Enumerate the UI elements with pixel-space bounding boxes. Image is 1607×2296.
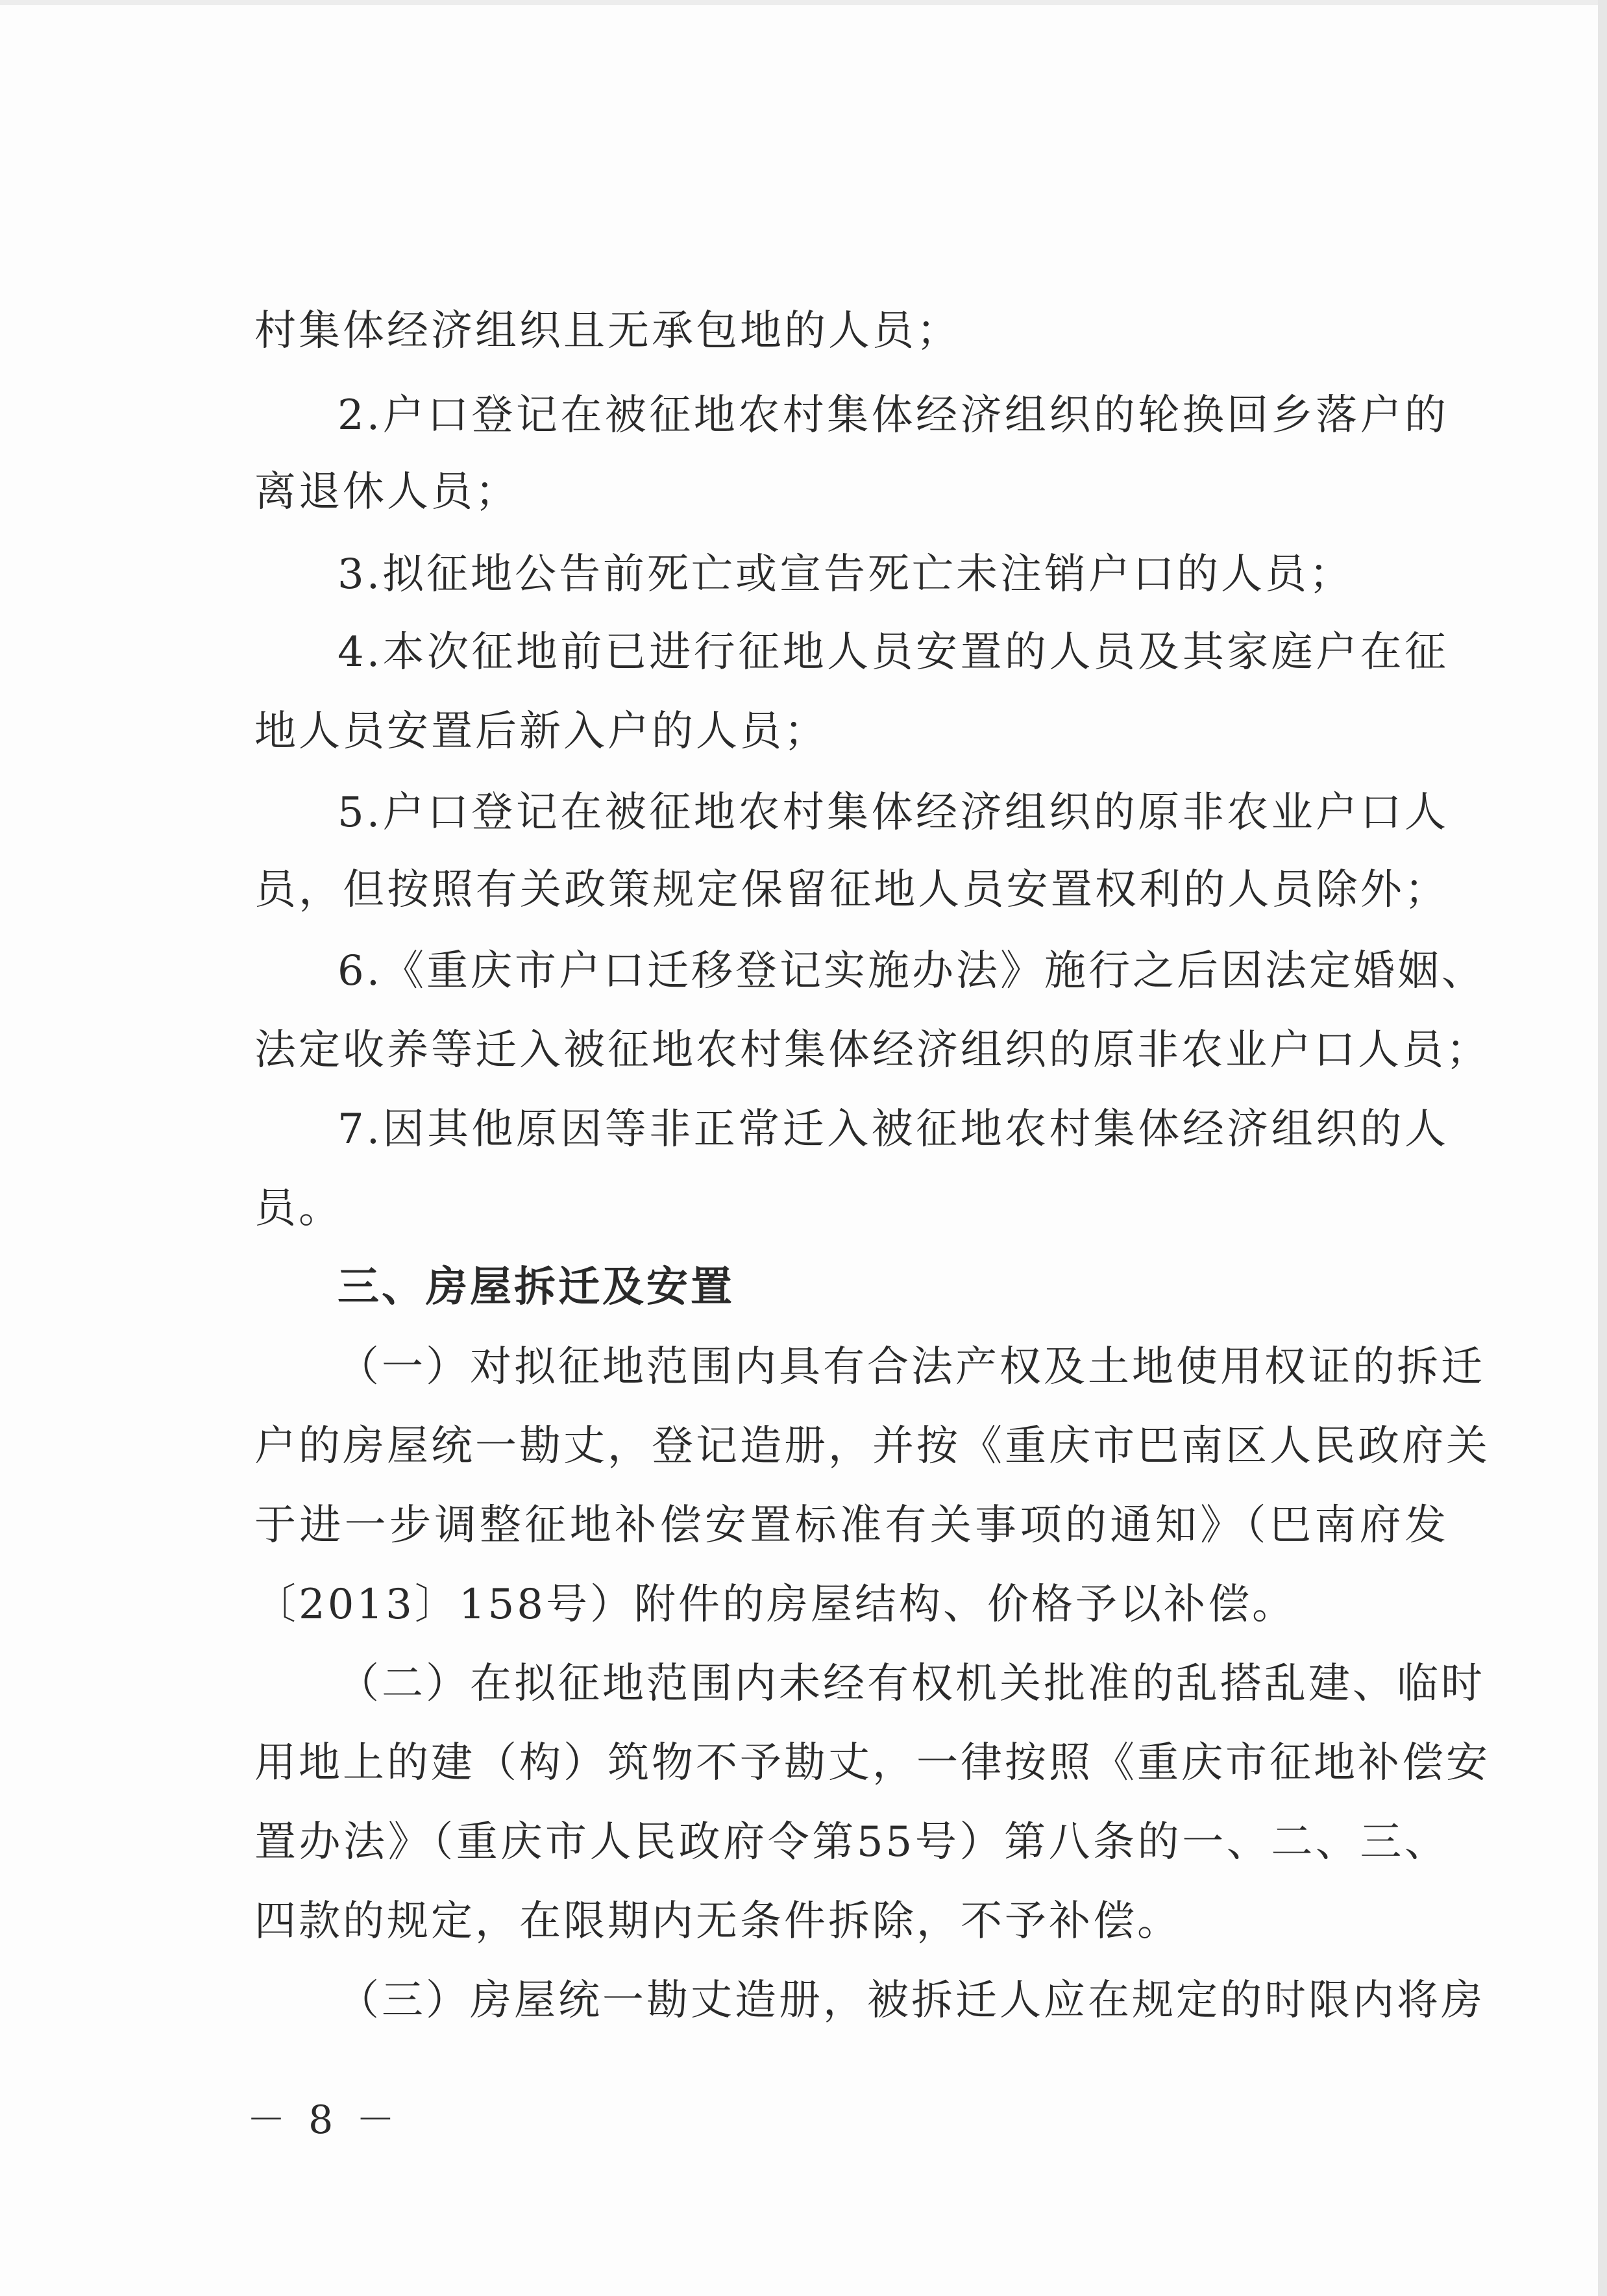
paragraph-line: 3.拟征地公告前死亡或宣告死亡未注销户口的人员； (337, 550, 1354, 599)
paragraph-line: 用地上的建（构）筑物不予勘丈，一律按照《重庆市征地补偿安 (254, 1739, 1490, 1787)
paragraph-line: 员，但按照有关政策规定保留征地人员安置权利的人员除外； (254, 866, 1449, 914)
section-heading: 三、房屋拆迁及安置 (337, 1263, 735, 1311)
paragraph-line: 离退休人员； (254, 468, 519, 516)
paragraph-line: 村集体经济组织且无承包地的人员； (254, 307, 961, 355)
scan-right-edge (1598, 0, 1607, 2296)
paragraph-line: 4.本次征地前已进行征地人员安置的人员及其家庭户在征 (337, 628, 1449, 676)
paragraph-line: 2.户口登记在被征地农村集体经济组织的轮换回乡落户的 (337, 391, 1449, 439)
paragraph-line: 法定收养等迁入被征地农村集体经济组织的原非农业户口人员； (254, 1026, 1490, 1074)
paragraph-line: 员。 (254, 1185, 343, 1233)
paragraph-line: 户的房屋统一勘丈，登记造册，并按《重庆市巴南区人民政府关 (254, 1422, 1490, 1470)
paragraph-line: （二）在拟征地范围内未经有权机关批准的乱搭乱建、临时 (337, 1660, 1485, 1708)
paragraph-line: 置办法》（重庆市人民政府令第55号）第八条的一、二、三、 (254, 1818, 1449, 1866)
paragraph-line: （三）房屋统一勘丈造册，被拆迁人应在规定的时限内将房 (337, 1977, 1485, 2025)
paragraph-line: 四款的规定，在限期内无条件拆除，不予补偿。 (254, 1897, 1181, 1945)
paragraph-line: 6.《重庆市户口迁移登记实施办法》施行之后因法定婚姻、 (337, 947, 1486, 995)
paragraph-line: 地人员安置后新入户的人员； (254, 708, 828, 756)
page-number: － 8 － (247, 2097, 400, 2143)
scan-top-edge (0, 0, 1607, 5)
paragraph-line: 5.户口登记在被征地农村集体经济组织的原非农业户口人 (337, 789, 1449, 837)
paragraph-line: 7.因其他原因等非正常迁入被征地农村集体经济组织的人 (337, 1105, 1449, 1154)
paragraph-line: （一）对拟征地范围内具有合法产权及土地使用权证的拆迁 (337, 1343, 1485, 1391)
paragraph-line: 〔2013〕158号）附件的房屋结构、价格予以补偿。 (254, 1581, 1297, 1629)
paragraph-line: 于进一步调整征地补偿安置标准有关事项的通知》（巴南府发 (254, 1501, 1449, 1549)
